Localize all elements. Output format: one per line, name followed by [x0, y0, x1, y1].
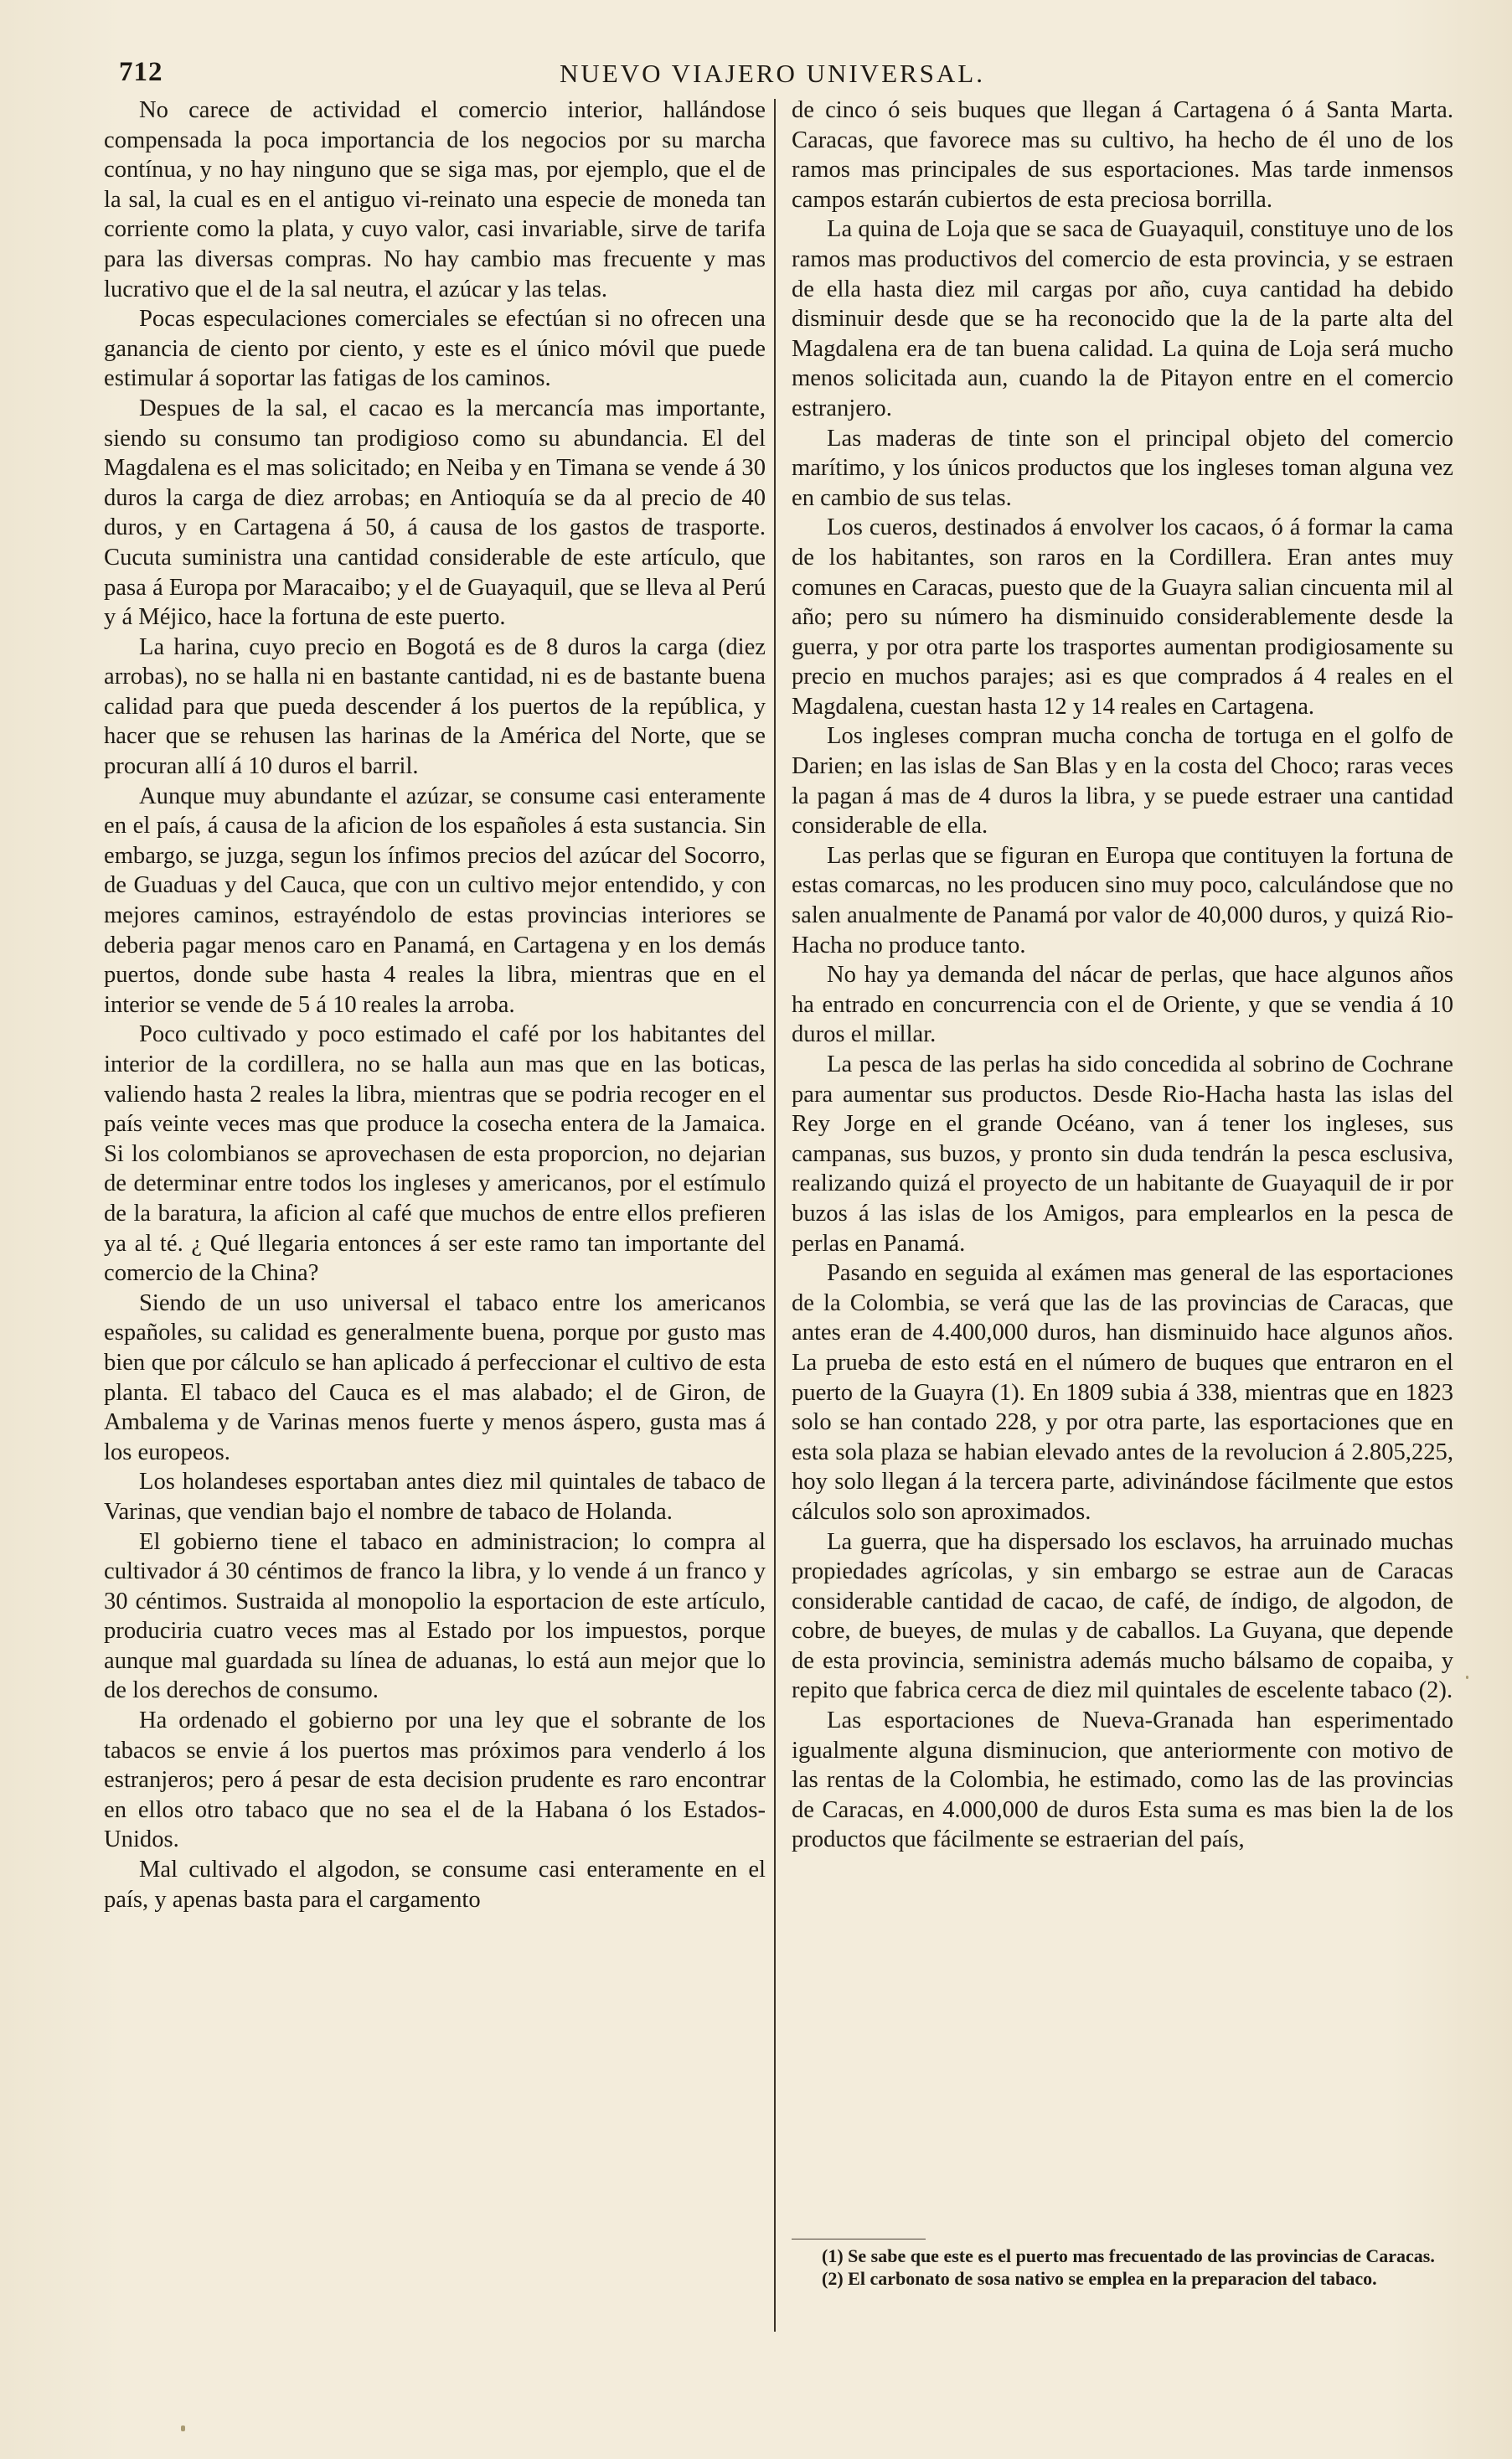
- paragraph: Aunque muy abundante el azúzar, se consume casi enteramente en el país, á causa de la aficion de los españoles á esta sustancia. Sin embargo, se juzga, segun los ínfimos precios del azúcar del Socorro, de Guaduas y del Cauca, que con un cultivo mejor entendido, y con mejores caminos, estrayéndolo de estas provincias interiores se deberia pagar menos caro en Panamá, en Cartagena y en los demás puertos, donde sube hasta 4 reales la libra, mientras que en el interior se vende de 5 á 10 reales la arroba.: [104, 783, 766, 1018]
- paragraph: Mal cultivado el algodon, se consume casi enteramente en el país, y apenas basta para el cargamento: [104, 1857, 766, 1913]
- paragraph: La harina, cuyo precio en Bogotá es de 8 duros la carga (diez arrobas), no se halla ni en bastante cantidad, ni es de bastante buena calidad para que pueda descender á los puertos de la república, y hacer que se rehusen las harinas de la América del Norte, que se procuran allí á 10 duros el barril.: [104, 633, 766, 780]
- paragraph: Pocas especulaciones comerciales se efectúan si no ofrecen una ganancia de ciento por ciento, y este es el único móvil que puede estimular á soportar las fatigas de los caminos.: [104, 306, 766, 392]
- paragraph: Pasando en seguida al exámen mas general de las esportaciones de la Colombia, se verá que las de las provincias de Caracas, que antes eran de 4.400,000 duros, han disminuido hace algunos años. La prueba de esto está en el número de buques que entraron en el puerto de la Guayra (1). En 1809 subia á 338, mientras que en 1823 solo se han contado 228, y por otra parte, las esportaciones que en esta sola plaza se habian elevado antes de la revolucion á 2.805,225, hoy solo llegan á la tercera parte, adivinándose fácilmente que estos cálculos solo son aproximados.: [792, 1260, 1453, 1525]
- column-divider: [774, 99, 776, 2332]
- paragraph: Los ingleses compran mucha concha de tortuga en el golfo de Darien; en las islas de San Blas y en la costa del Choco; raras veces la pagan á mas de 4 duros la libra, y se puede estraer una cantidad considerable de ella.: [792, 723, 1453, 839]
- paragraph: El gobierno tiene el tabaco en administracion; lo compra al cultivador á 30 céntimos de franco la libra, y lo vende á un franco y 30 céntimos. Sustraida al monopolio la esportacion de este artículo, produciria cuatro veces mas al Estado por los impuestos, porque aunque mal guardada su línea de aduanas, lo está aun mejor que lo de los derechos de consumo.: [104, 1528, 766, 1704]
- paper-speck: [181, 2425, 185, 2431]
- paragraph: Ha ordenado el gobierno por una ley que el sobrante de los tabacos se envie á los puertos mas próximos para venderlo á los estranjeros; pero á pesar de esta decision prudente es raro encontrar en ellos otro tabaco que no sea el de la Habana ó los Estados-Unidos.: [104, 1707, 766, 1853]
- page-header: [119, 57, 1426, 94]
- paragraph: Las perlas que se figuran en Europa que contituyen la fortuna de estas comarcas, no les producen sino muy poco, calculándose que no salen anualmente de Panamá por valor de 40,000 duros, y quizá Rio-Hacha no produce tanto.: [792, 842, 1453, 958]
- paragraph: Poco cultivado y poco estimado el café por los habitantes del interior de la cordillera, no se halla aun mas que en las boticas, valiendo hasta 2 reales la libra, mientras que se podria recoger en el país veinte veces mas que produce la cosecha entera de la Jamaica. Si los colombianos se aprovechasen de esta proporcion, no dejarian de determinar entre todos los ingleses y americanos, por el estímulo de la baratura, la aficion al café que muchos de entre ellos prefieren ya al té. ¿ Qué llegaria entonces á ser este ramo tan importante del comercio de la China?: [104, 1021, 766, 1287]
- right-column: [792, 96, 1453, 2358]
- footnote: (2) El carbonato de sosa nativo se emplea en la preparacion del tabaco.: [822, 2268, 1377, 2289]
- footnote: (1) Se sabe que este es el puerto mas frecuentado de las provincias de Caracas.: [822, 2245, 1435, 2266]
- paragraph: La pesca de las perlas ha sido concedida al sobrino de Cochrane para aumentar sus productos. Desde Rio-Hacha hasta las islas del Rey Jorge en el grande Océano, van á tener los ingleses, sus campanas, sus buzos, y pronto sin duda tendrán la pesca esclusiva, realizando quizá el proyecto de un habitante de Guayaquil de ir por buzos á las islas de los Amigos, para emplearlos en la pesca de perlas en Panamá.: [792, 1051, 1453, 1257]
- paragraph: La guerra, que ha dispersado los esclavos, ha arruinado muchas propiedades agrícolas, y sin embargo se estrae aun de Caracas considerable cantidad de cacao, de café, de índigo, de algodon, de cobre, de bueyes, de mulas y de caballos. La Guyana, que depende de esta provincia, seministra además mucho bálsamo de copaiba, y repito que fabrica cerca de diez mil quintales de escelente tabaco (2).: [792, 1528, 1453, 1704]
- paragraph-continuation: de cinco ó seis buques que llegan á Cartagena ó á Santa Marta. Caracas, que favorece mas su cultivo, ha hecho de él uno de los ramos mas principales de sus esportaciones. Mas tarde inmensos campos estarán cubiertos de esta preciosa borrilla.: [792, 97, 1453, 213]
- paragraph: Las maderas de tinte son el principal objeto del comercio marítimo, y los únicos productos que los ingleses toman alguna vez en cambio de sus telas.: [792, 425, 1453, 511]
- paragraph: Despues de la sal, el cacao es la mercancía mas importante, siendo su consumo tan prodigioso como su abundancia. El del Magdalena es el mas solicitado; en Neiba y en Timana se vende á 30 duros la carga de diez arrobas; en Antioquía se da al precio de 40 duros, y en Cartagena á 50, á causa de los gastos de trasporte. Cucuta suministra una cantidad considerable de este artículo, que pasa á Europa por Maracaibo; y el de Guayaquil, que se lleva al Perú y á Méjico, hace la fortuna de este puerto.: [104, 395, 766, 631]
- running-title: NUEVO VIAJERO UNIVERSAL.: [560, 59, 985, 88]
- paragraph: Las esportaciones de Nueva-Granada han esperimentado igualmente alguna disminucion, que anteriormente con motivo de las rentas de la Colombia, he estimado, como las de las provincias de Caracas, en 4.000,000 de duros Esta suma es mas bien la de los productos que fácilmente se estraerian del país,: [792, 1707, 1453, 1853]
- paragraph: Siendo de un uso universal el tabaco entre los americanos españoles, su calidad es generalmente buena, porque por gusto mas bien que por cálculo se han aplicado á perfeccionar el cultivo de esta planta. El tabaco del Cauca es el mas alabado; el de Giron, de Ambalema y de Varinas menos fuerte y menos áspero, gusta mas á los europeos.: [104, 1289, 766, 1465]
- left-column: [104, 96, 766, 2358]
- footnotes: [792, 2245, 1453, 2291]
- paragraph: No hay ya demanda del nácar de perlas, que hace algunos años ha entrado en concurrencia con el de Oriente, y que se vendia á 10 duros el millar.: [792, 962, 1453, 1048]
- paragraph: Los holandeses esportaban antes diez mil quintales de tabaco de Varinas, que vendian bajo el nombre de tabaco de Holanda.: [104, 1469, 766, 1525]
- page-number: 712: [119, 57, 163, 87]
- paragraph: La quina de Loja que se saca de Guayaquil, constituye uno de los ramos mas productivos del comercio de esta provincia, y se estraen de ella hasta diez mil cargas por año, cuya cantidad ha debido disminuir desde que se ha reconocido que la de la parte alta del Magdalena era de tan buena calidad. La quina de Loja será mucho menos solicitada aun, cuando la de Pitayon entre en el comercio estranjero.: [792, 216, 1453, 421]
- paragraph: No carece de actividad el comercio interior, hallándose compensada la poca importancia de los negocios por su marcha contínua, y no hay ninguno que se siga mas, por ejemplo, que el de la sal, la cual es en el antiguo vi-reinato una especie de moneda tan corriente como la plata, y cuyo valor, casi invariable, sirve de tarifa para las diversas compras. No hay cambio mas frecuente y mas lucrativo que el de la sal neutra, el azúcar y las telas.: [104, 97, 766, 302]
- paper-speck: [1466, 1676, 1468, 1679]
- paragraph: Los cueros, destinados á envolver los cacaos, ó á formar la cama de los habitantes, son raros en la Cordillera. Eran antes muy comunes en Caracas, puesto que de la Guayra salian cincuenta mil al año; pero su número ha disminuido considerablemente desde la guerra, y por otra parte los trasportes aumentan prodigiosamente su precio en muchos parajes; asi es que comprados á 4 reales en el Magdalena, cuestan hasta 12 y 14 reales en Cartagena.: [792, 514, 1453, 720]
